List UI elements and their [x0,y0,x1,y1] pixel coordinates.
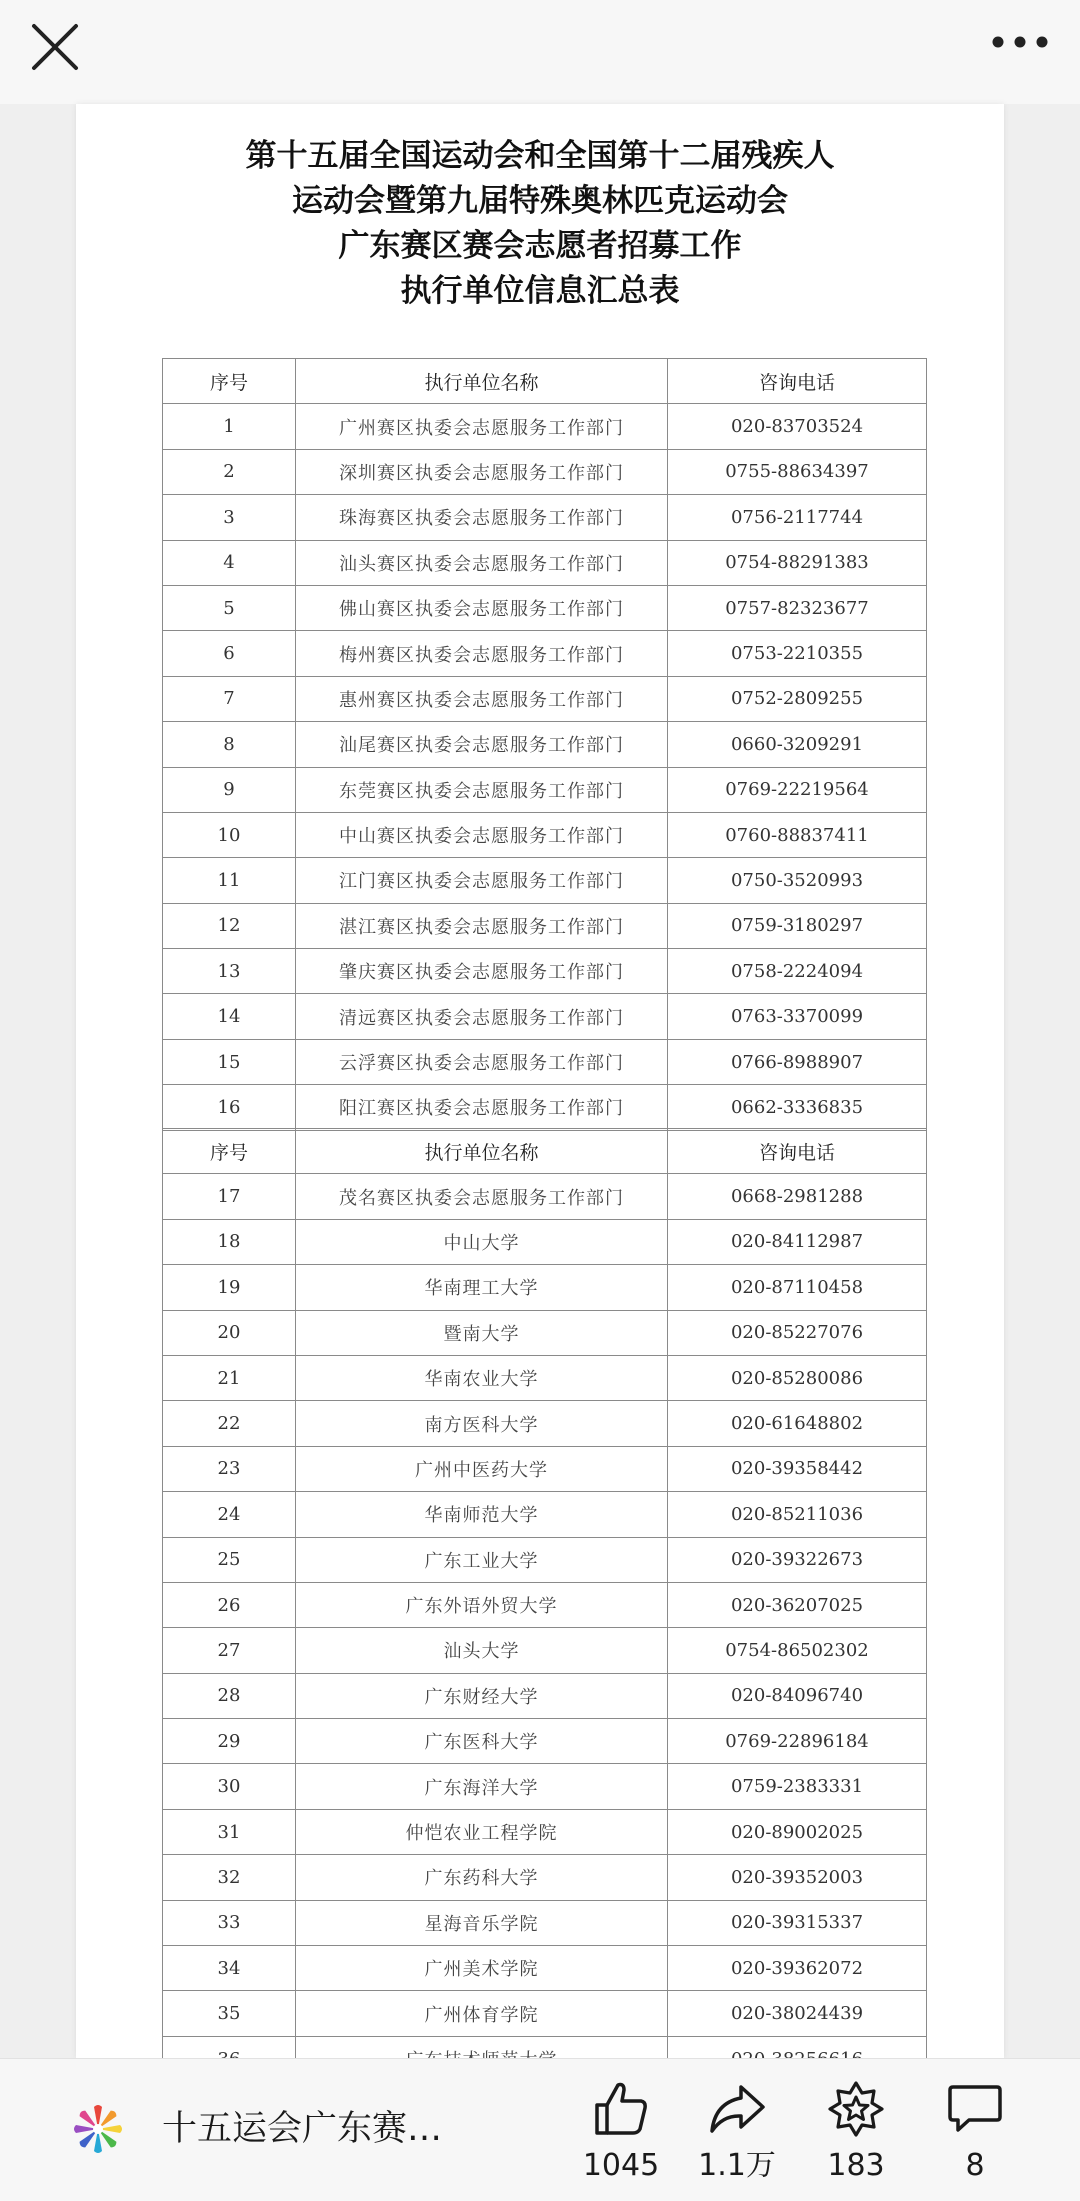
row-unit-name: 广东医科大学 [296,1719,668,1764]
row-seq: 13 [163,949,296,994]
row-unit-name: 湛江赛区执委会志愿服务工作部门 [296,903,668,948]
row-seq: 21 [163,1355,296,1400]
row-unit-name: 汕头大学 [296,1628,668,1673]
share-count: 1.1万 [698,2148,776,2183]
row-phone: 0754-86502302 [668,1628,927,1673]
row-seq: 35 [163,1991,296,2036]
row-phone: 020-85227076 [668,1310,927,1355]
row-phone: 0763-3370099 [668,994,927,1039]
row-seq: 33 [163,1900,296,1945]
collect-count: 183 [827,2148,885,2183]
row-unit-name: 中山赛区执委会志愿服务工作部门 [296,812,668,857]
row-phone: 0754-88291383 [668,540,927,585]
table-row [163,495,927,540]
row-unit-name: 清远赛区执委会志愿服务工作部门 [296,994,668,1039]
table-row [163,812,927,857]
row-phone: 020-61648802 [668,1401,927,1446]
row-phone: 0769-22896184 [668,1719,927,1764]
row-phone: 0769-22219564 [668,767,927,812]
row-seq: 30 [163,1764,296,1809]
comment-button[interactable] [910,2079,1040,2201]
row-seq: 27 [163,1628,296,1673]
row-seq: 29 [163,1719,296,1764]
header-phone: 咨询电话 [668,359,927,404]
row-seq: 18 [163,1219,296,1264]
row-seq: 6 [163,631,296,676]
row-unit-name: 广东工业大学 [296,1537,668,1582]
row-seq: 2 [163,449,296,494]
table-row [163,1946,927,1991]
table-row [163,1355,927,1400]
close-icon [28,20,82,74]
row-seq: 12 [163,903,296,948]
row-unit-name: 南方医科大学 [296,1401,668,1446]
header-unit-name: 执行单位名称 [296,359,668,404]
row-phone: 020-39322673 [668,1537,927,1582]
row-phone: 0668-2981288 [668,1174,927,1219]
row-unit-name: 广州中医药大学 [296,1446,668,1491]
row-unit-name: 广东药科大学 [296,1855,668,1900]
row-seq: 8 [163,722,296,767]
row-seq: 1 [163,404,296,449]
row-seq: 17 [163,1174,296,1219]
row-phone: 020-85280086 [668,1355,927,1400]
row-unit-name: 佛山赛区执委会志愿服务工作部门 [296,585,668,630]
document-title [76,134,1004,314]
units-table-1 [162,358,927,1131]
row-phone: 0752-2809255 [668,676,927,721]
row-seq: 16 [163,1085,296,1130]
row-seq: 5 [163,585,296,630]
row-unit-name: 星海音乐学院 [296,1900,668,1945]
row-phone: 0758-2224094 [668,949,927,994]
close-button[interactable] [28,20,82,74]
row-unit-name: 汕头赛区执委会志愿服务工作部门 [296,540,668,585]
row-seq: 3 [163,495,296,540]
table-row [163,404,927,449]
row-seq: 7 [163,676,296,721]
like-button[interactable] [556,2079,686,2201]
like-count: 1045 [582,2148,660,2183]
table-row [163,1039,927,1084]
row-phone: 020-36207025 [668,1582,927,1627]
document-page [76,104,1004,2058]
row-seq: 22 [163,1401,296,1446]
table-row [163,585,927,630]
table-row [163,858,927,903]
table-row [163,1673,927,1718]
row-unit-name: 广东海洋大学 [296,1764,668,1809]
row-seq: 26 [163,1582,296,1627]
table-row [163,1809,927,1854]
share-icon [707,2079,767,2139]
table-row [163,1085,927,1130]
table-row [163,1537,927,1582]
bottom-bar [0,2058,1080,2201]
table-row [163,1446,927,1491]
row-phone: 0662-3336835 [668,1085,927,1130]
header-seq: 序号 [163,1129,296,1174]
row-unit-name: 华南理工大学 [296,1265,668,1310]
row-phone: 020-39362072 [668,1946,927,1991]
row-unit-name: 广东外语外贸大学 [296,1582,668,1627]
table-row [163,994,927,1039]
row-phone: 0760-88837411 [668,812,927,857]
row-seq: 4 [163,540,296,585]
row-phone: 020-39315337 [668,1900,927,1945]
row-seq: 19 [163,1265,296,1310]
table-row [163,903,927,948]
row-seq: 14 [163,994,296,1039]
row-phone: 0755-88634397 [668,449,927,494]
share-button[interactable] [672,2079,802,2201]
row-unit-name: 江门赛区执委会志愿服务工作部门 [296,858,668,903]
comment-count: 8 [965,2148,985,2183]
row-unit-name: 广州赛区执委会志愿服务工作部门 [296,404,668,449]
collect-button[interactable] [791,2079,921,2201]
row-seq: 31 [163,1809,296,1854]
table-row [163,1174,927,1219]
table-row [163,1900,927,1945]
title-line: 运动会暨第九届特殊奥林匹克运动会 [292,183,788,219]
row-unit-name: 广东财经大学 [296,1673,668,1718]
comment-icon [945,2079,1005,2139]
row-unit-name: 梅州赛区执委会志愿服务工作部门 [296,631,668,676]
table-row [163,540,927,585]
header-phone: 咨询电话 [668,1129,927,1174]
row-unit-name: 仲恺农业工程学院 [296,1809,668,1854]
row-unit-name: 惠州赛区执委会志愿服务工作部门 [296,676,668,721]
row-phone: 020-89002025 [668,1809,927,1854]
row-phone: 0759-2383331 [668,1764,927,1809]
header-unit-name: 执行单位名称 [296,1129,668,1174]
table-row [163,949,927,994]
star-badge-icon [826,2079,886,2139]
row-phone: 020-84112987 [668,1219,927,1264]
table-row [163,1991,927,2036]
row-unit-name: 云浮赛区执委会志愿服务工作部门 [296,1039,668,1084]
row-phone: 020-38024439 [668,1991,927,2036]
row-seq: 20 [163,1310,296,1355]
row-unit-name: 珠海赛区执委会志愿服务工作部门 [296,495,668,540]
row-phone: 020-85211036 [668,1492,927,1537]
row-seq: 25 [163,1537,296,1582]
row-unit-name: 暨南大学 [296,1310,668,1355]
top-bar [0,0,1080,104]
row-phone: 020-84096740 [668,1673,927,1718]
row-phone: 020-83703524 [668,404,927,449]
table-header-row [163,359,927,404]
table-header-row [163,1129,927,1174]
table-row [163,1219,927,1264]
row-seq: 28 [163,1673,296,1718]
row-unit-name: 阳江赛区执委会志愿服务工作部门 [296,1085,668,1130]
title-line: 执行单位信息汇总表 [400,273,680,309]
row-seq: 9 [163,767,296,812]
row-unit-name: 华南师范大学 [296,1492,668,1537]
table-row [163,1855,927,1900]
row-seq: 34 [163,1946,296,1991]
more-icon [988,22,1052,62]
row-unit-name: 华南农业大学 [296,1355,668,1400]
row-phone: 0660-3209291 [668,722,927,767]
row-phone: 020-39352003 [668,1855,927,1900]
row-unit-name: 东莞赛区执委会志愿服务工作部门 [296,767,668,812]
row-seq: 32 [163,1855,296,1900]
account-title[interactable]: 十五运会广东赛… [162,2109,443,2149]
row-phone: 0753-2210355 [668,631,927,676]
row-unit-name: 中山大学 [296,1219,668,1264]
account-logo[interactable] [72,2103,124,2155]
table-row [163,767,927,812]
row-seq: 24 [163,1492,296,1537]
row-unit-name: 肇庆赛区执委会志愿服务工作部门 [296,949,668,994]
table-row [163,449,927,494]
more-options-button[interactable] [988,22,1052,62]
table-row [163,1310,927,1355]
row-phone: 0766-8988907 [668,1039,927,1084]
header-seq: 序号 [163,359,296,404]
row-unit-name: 汕尾赛区执委会志愿服务工作部门 [296,722,668,767]
table-row [163,722,927,767]
row-seq: 11 [163,858,296,903]
row-unit-name: 深圳赛区执委会志愿服务工作部门 [296,449,668,494]
row-unit-name: 茂名赛区执委会志愿服务工作部门 [296,1174,668,1219]
row-unit-name: 广州美术学院 [296,1946,668,1991]
row-phone: 0750-3520993 [668,858,927,903]
row-phone: 0757-82323677 [668,585,927,630]
table-row [163,1401,927,1446]
title-line: 广东赛区赛会志愿者招募工作 [338,228,742,264]
table-row [163,631,927,676]
title-line: 第十五届全国运动会和全国第十二届残疾人 [245,138,835,174]
row-phone: 0759-3180297 [668,903,927,948]
row-seq: 23 [163,1446,296,1491]
row-phone: 020-87110458 [668,1265,927,1310]
table-row [163,1492,927,1537]
table-row [163,1719,927,1764]
table-row [163,1764,927,1809]
row-seq: 15 [163,1039,296,1084]
row-unit-name: 广州体育学院 [296,1991,668,2036]
thumbs-up-icon [591,2079,651,2139]
row-phone: 0756-2117744 [668,495,927,540]
row-seq: 10 [163,812,296,857]
table-row [163,1582,927,1627]
row-phone: 020-39358442 [668,1446,927,1491]
table-row [163,676,927,721]
table-row [163,1265,927,1310]
units-table-2 [162,1128,927,2082]
account-logo-icon [72,2103,124,2155]
table-row [163,1628,927,1673]
